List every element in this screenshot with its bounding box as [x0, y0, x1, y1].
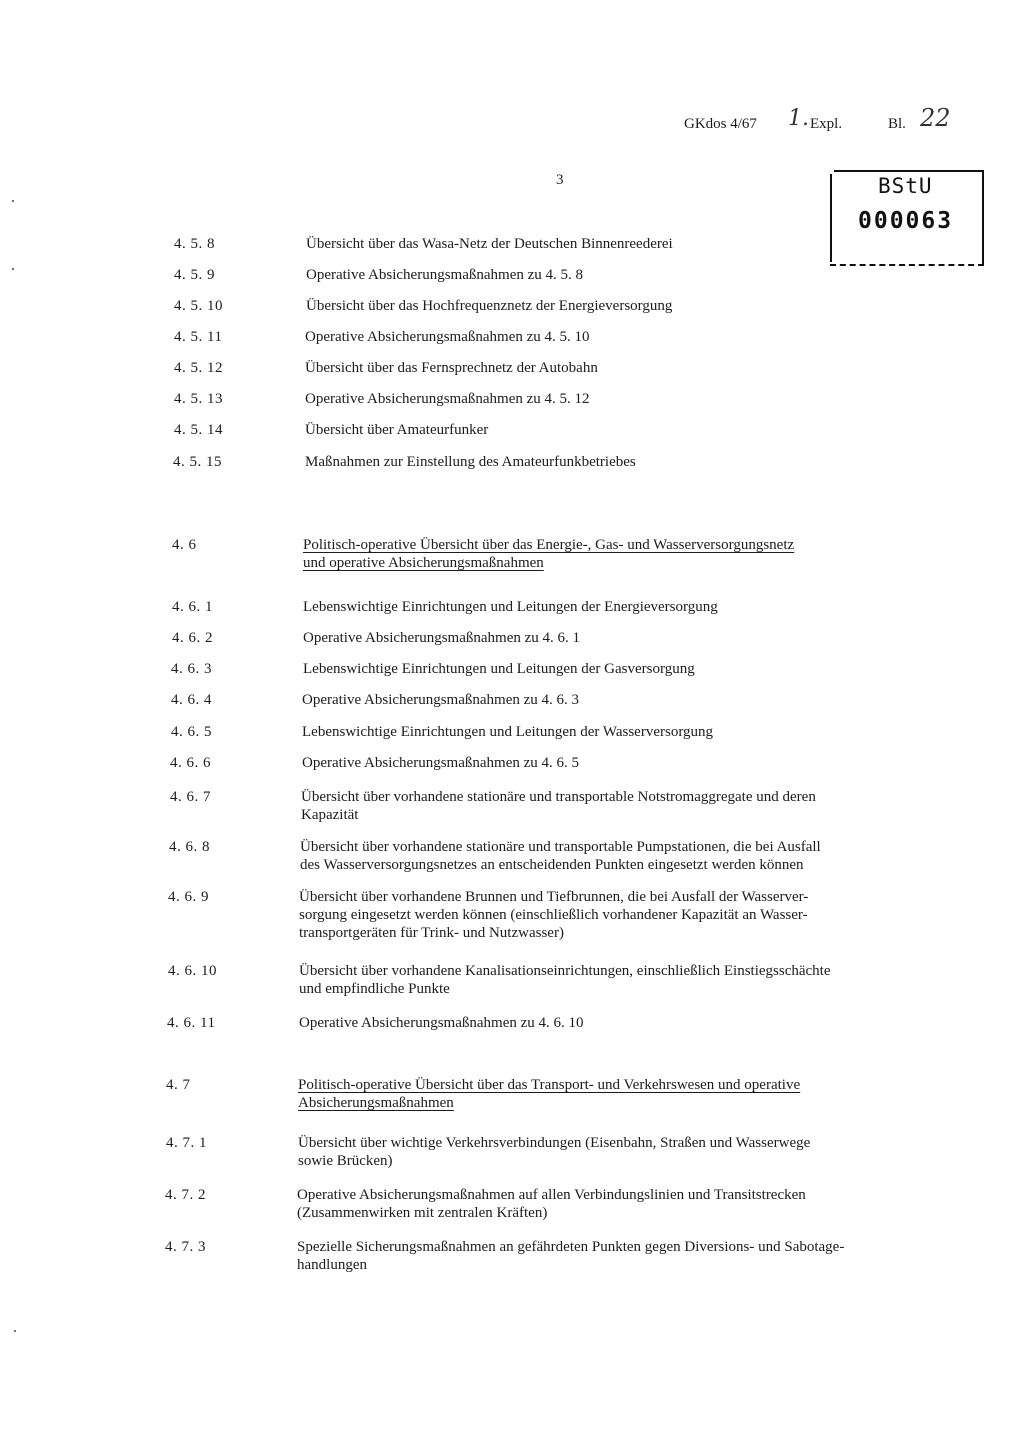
entry-text: Operative Absicherungsmaßnahmen zu 4. 5. 8 [306, 267, 584, 283]
stamp-serial: 000063 [858, 208, 954, 234]
entry-number: 4. 6. 5 [171, 724, 212, 740]
entry-number: 4. 6. 8 [169, 839, 210, 855]
entry-text: Operative Absicherungsmaßnahmen zu 4. 6. 5 [302, 755, 580, 771]
copy-label: Expl. [810, 116, 843, 132]
sheet-label: Bl. [888, 116, 906, 132]
sheet-number-handwritten: 22 [920, 104, 951, 132]
entry-number: 4. 6 [172, 537, 197, 553]
entry-number: 4. 5. 9 [174, 267, 215, 283]
entry-text: Operative Absicherungsmaßnahmen auf allen Verbindungslinien und Transitstrecken (Zusammenwirken mit zentralen Kräften) [297, 1187, 806, 1221]
entry-text: Operative Absicherungsmaßnahmen zu 4. 6. 1 [303, 630, 581, 646]
entry-text: Lebenswichtige Einrichtungen und Leitungen der Wasserversorgung [302, 724, 714, 740]
entry-text: Operative Absicherungsmaßnahmen zu 4. 6. 3 [302, 692, 580, 708]
entry-number: 4. 6. 4 [171, 692, 212, 708]
entry-text: Maßnahmen zur Einstellung des Amateurfunkbetriebes [305, 454, 636, 470]
entry-text: Spezielle Sicherungsmaßnahmen an gefährdeten Punkten gegen Diversions- und Sabotage- handlungen [297, 1239, 845, 1273]
entry-number: 4. 5. 15 [173, 454, 222, 470]
entry-number: 4. 6. 3 [171, 661, 212, 677]
entry-text: Übersicht über vorhandene Brunnen und Tiefbrunnen, die bei Ausfall der Wasserver- sorgung eingesetzt werden können (einschließlich vorhandener Kapazität an Wasser- transportgeräten für Trink- und Nutzwasser) [299, 889, 809, 941]
entry-number: 4. 5. 12 [174, 360, 223, 376]
entry-number: 4. 6. 6 [170, 755, 211, 771]
scan-speck [12, 200, 14, 202]
stamp-agency: BStU [878, 174, 933, 198]
scan-speck [12, 268, 14, 270]
entry-text: Lebenswichtige Einrichtungen und Leitungen der Energieversorgung [303, 599, 718, 615]
entry-text: Operative Absicherungsmaßnahmen zu 4. 5. 10 [305, 329, 590, 345]
entry-number: 4. 7. 3 [165, 1239, 206, 1255]
entry-text: Übersicht über vorhandene stationäre und transportable Notstromaggregate und deren Kapazität [301, 789, 816, 823]
entry-number: 4. 6. 1 [172, 599, 213, 615]
entry-number: 4. 5. 14 [174, 422, 223, 438]
entry-text: Lebenswichtige Einrichtungen und Leitungen der Gasversorgung [303, 661, 695, 677]
stamp-border-top [834, 170, 984, 172]
entry-text: Politisch-operative Übersicht über das Energie-, Gas- und Wasserversorgungsnetz und operative Absicherungsmaßnahmen [303, 537, 795, 571]
entry-text: Übersicht über das Hochfrequenznetz der Energieversorgung [306, 298, 673, 314]
entry-text: Politisch-operative Übersicht über das Transport- und Verkehrswesen und operative Absicherungsmaßnahmen [298, 1077, 801, 1111]
entry-number: 4. 5. 13 [174, 391, 223, 407]
entry-number: 4. 6. 7 [170, 789, 211, 805]
stamp-border-right [982, 172, 984, 266]
scan-speck [14, 1330, 16, 1332]
entry-number: 4. 6. 2 [172, 630, 213, 646]
entry-number: 4. 6. 10 [168, 963, 217, 979]
entry-text: Übersicht über Amateurfunker [305, 422, 489, 438]
entry-text: Übersicht über wichtige Verkehrsverbindungen (Eisenbahn, Straßen und Wasserwege sowie Brücken) [298, 1135, 811, 1169]
entry-text: Operative Absicherungsmaßnahmen zu 4. 5. 12 [305, 391, 590, 407]
copy-number-handwritten: 1. [788, 106, 809, 131]
entry-number: 4. 7 [166, 1077, 191, 1093]
entry-number: 4. 6. 11 [167, 1015, 216, 1031]
entry-number: 4. 5. 8 [174, 236, 215, 252]
entry-text: Übersicht über vorhandene Kanalisationseinrichtungen, einschließlich Einstiegsschächte und empfindliche Punkte [299, 963, 831, 997]
page-number: 3 [556, 172, 564, 188]
entry-number: 4. 5. 11 [174, 329, 223, 345]
entry-text: Operative Absicherungsmaßnahmen zu 4. 6. 10 [299, 1015, 584, 1031]
entry-text: Übersicht über das Fernsprechnetz der Autobahn [305, 360, 598, 376]
entry-text: Übersicht über das Wasa-Netz der Deutschen Binnenreederei [306, 236, 673, 252]
entry-number: 4. 7. 2 [165, 1187, 206, 1203]
document-reference: GKdos 4/67 [684, 116, 757, 132]
entry-text: Übersicht über vorhandene stationäre und transportable Pumpstationen, die bei Ausfall des Wasserversorgungsnetzes an entscheidenden Punkten eingesetzt werden können [300, 839, 821, 873]
entry-number: 4. 7. 1 [166, 1135, 207, 1151]
page-header [684, 104, 984, 142]
entry-number: 4. 6. 9 [168, 889, 209, 905]
entry-number: 4. 5. 10 [174, 298, 223, 314]
